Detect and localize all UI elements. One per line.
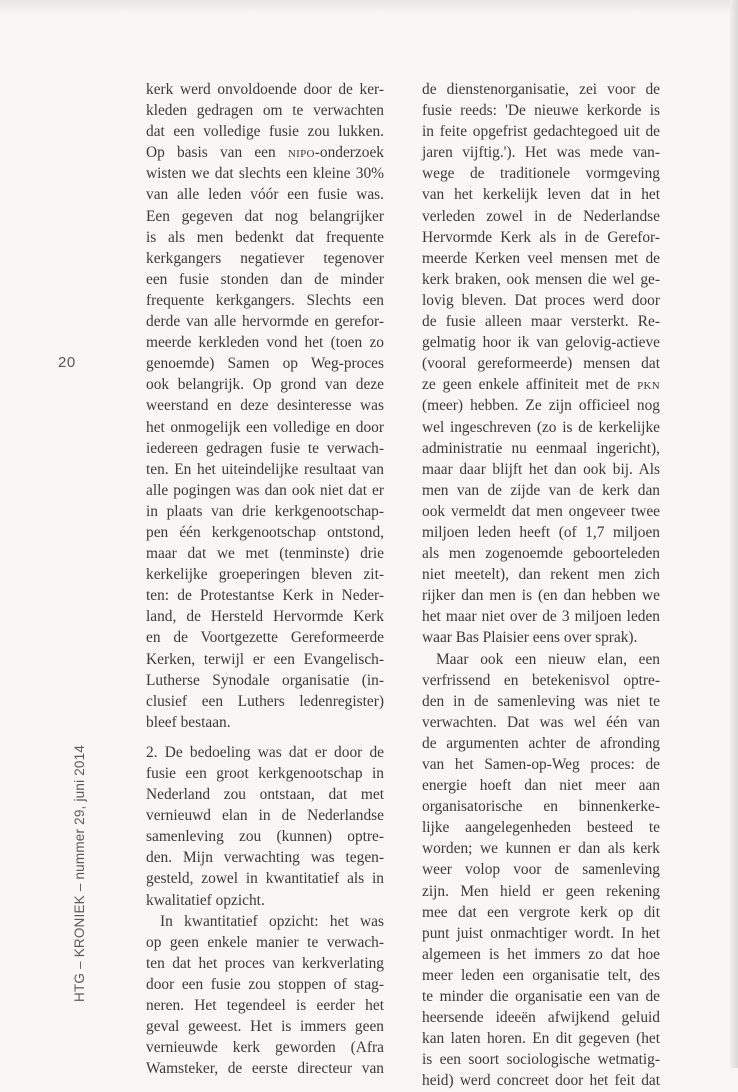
text-line: den. Mijn verwachting was tegen- [146, 849, 384, 867]
text-line: op geen enkele manier te verwach- [146, 933, 384, 951]
text-line: weerstand en deze desinteresse was [146, 397, 384, 415]
text-line: fusie een groot kerkgenootschap in [146, 765, 384, 782]
text-line: land, de Hersteld Hervormde Kerk [146, 608, 384, 626]
text-line: clusief een Luthers ledenregister) [146, 692, 384, 710]
text-line: kwalitatief opzicht. [146, 891, 265, 909]
text-line: administratie nu eenmaal ingericht), [422, 439, 660, 457]
text-line: algemeen is het immers zo dat hoe [422, 945, 660, 963]
text-line: het maar niet over de 3 miljoen leden [422, 608, 660, 626]
text-line: rijker dan men is (en dan hebben we [422, 587, 660, 605]
text-line: kerkgangers negatiever tegenover [146, 249, 384, 267]
text-line: men van de zijde van de kerk dan [422, 481, 660, 499]
text-line: dat een volledige fusie zou lukken. [146, 123, 384, 141]
text-line: den in de samenleving was niet te [422, 692, 660, 710]
text-line: (vooral gereformeerde) mensen dat [422, 355, 660, 373]
text-line: door een fusie zou stoppen of stag- [146, 975, 384, 993]
text-line: waar Bas Plaisier eens over sprak). [422, 629, 638, 647]
text-line: ook vermeldt dat men ongeveer twee [422, 502, 660, 520]
text-line: te minder die organisatie een van de [422, 988, 660, 1006]
text-line: zijn. Men hield er geen rekening [422, 882, 660, 900]
text-line: fusie reeds: 'De nieuwe kerkorde is [422, 102, 660, 120]
text-line: van alle leden vóór een fusie was. [146, 186, 384, 204]
text-line: van het Samen-op-Weg proces: de [422, 756, 660, 773]
text-line: kerkelijke groeperingen bleven zit- [146, 566, 384, 584]
text-line: de dienstenorganisatie, zei voor de [422, 81, 660, 98]
text-line: mee dat een vergrote kerk op dit [422, 903, 660, 921]
page-number: 20 [58, 354, 76, 371]
text-line: lovig bleven. Dat proces werd door [422, 291, 660, 309]
text-line: organisatorische en binnenkerke- [422, 798, 660, 816]
text-line: worden; we kunnen er dan als kerk [422, 840, 660, 858]
text-line: lijke aangelegenheden besteed te [422, 819, 660, 837]
text-line: punt juist onmachtiger wordt. In het [422, 924, 660, 942]
text-line: meerde Kerken veel mensen met de [422, 249, 660, 267]
text-line: verleden zowel in de Nederlandse [422, 207, 660, 225]
text-line: Lutherse Synodale organisatie (in- [146, 671, 384, 689]
text-line: het onmogelijk een volledige en door [146, 418, 384, 436]
text-line: pen één kerkgenootschap ontstond, [146, 523, 384, 541]
text-line: als men zogenoemde geboorteleden [422, 545, 660, 563]
text-line: in feite opgefrist gedachtegoed uit de [422, 123, 660, 141]
text-line: verfrissend en betekenisvol optre- [422, 671, 660, 689]
text-line: wege de traditionele vormgeving [422, 165, 660, 183]
right-column [422, 79, 660, 1092]
text-line: energie hoeft dan niet meer aan [422, 777, 660, 795]
text-line: kleden gedragen om te verwachten [146, 102, 384, 120]
running-head: HTG – KRONIEK – nummer 29, juni 2014 [72, 744, 87, 1002]
text-line: een fusie stonden dan de minder [146, 270, 384, 288]
text-line: miljoen leden heeft (of 1,7 miljoen [422, 523, 660, 541]
text-line: van het kerkelijk leven dat in het [422, 186, 660, 204]
text-line: wel ingeschreven (zo is de kerkelijke [422, 418, 660, 436]
text-line: Een gegeven dat nog belangrijker [146, 207, 384, 225]
text-line: 2. De bedoeling was dat er door de [146, 743, 384, 761]
page-right-edge [730, 0, 738, 1068]
text-line: weer volop voor de samenleving [422, 861, 660, 879]
text-line: Nederland zou ontstaan, dat met [146, 786, 384, 804]
text-line: en de Voortgezette Gereformeerde [146, 629, 384, 647]
acronym: nipo [287, 144, 315, 162]
text-line: Maar ook een nieuw elan, een [436, 650, 660, 668]
text-line: In kwantitatief opzicht: het was [160, 912, 384, 930]
text-line: gelmatig hoor ik van gelovig-actieve [422, 334, 660, 352]
text-line: Hervormde Kerk als in de Gerefor- [422, 228, 660, 246]
text-line: Wamsteker, de eerste directeur van [146, 1060, 384, 1078]
acronym: pkn [637, 376, 660, 394]
text-line: vernieuwde kerk geworden (Afra [146, 1039, 384, 1057]
text-line: frequente kerkgangers. Slechts een [146, 291, 384, 309]
text-line: bleef bestaan. [146, 713, 231, 731]
text-line: kerk werd onvoldoende door de ker- [146, 81, 384, 98]
text-line: in plaats van drie kerkgenootschap- [146, 502, 384, 520]
text-line: ten dat het proces van kerkverlating [146, 954, 384, 972]
text-line: ten. En het uiteindelijke resultaat van [146, 460, 384, 478]
text-line: Kerken, terwijl er een Evangelisch- [146, 650, 384, 668]
text-line: heersende ideeën afwijkend geluid [422, 1009, 660, 1027]
text-line: genoemde) Samen op Weg-proces [146, 355, 384, 373]
text-line: alle pogingen was dan ook niet dat er [146, 481, 384, 499]
text-line: derde van alle hervormde en gerefor- [146, 313, 384, 331]
text-line: jaren vijftig.'). Het was mede van- [422, 144, 660, 162]
text-line: niet meetelt), dan rekent men zich [422, 566, 660, 584]
text-line: vernieuwd elan in de Nederlandse [146, 807, 384, 825]
text-line: Op basis van een nipo-onderzoek [146, 144, 384, 162]
text-line: iedereen gedragen fusie te verwach- [146, 439, 384, 457]
text-line: verwachten. Dat was wel één van [422, 713, 660, 731]
text-line: ze geen enkele affiniteit met de pkn [422, 376, 660, 394]
text-line: geval geweest. Het is immers geen [146, 1018, 384, 1036]
text-line: is als men bedenkt dat frequente [146, 228, 384, 246]
text-line: ook belangrijk. Op grond van deze [146, 376, 384, 394]
text-line: kan laten horen. En dit gegeven (het [422, 1030, 660, 1048]
text-line: maar daar blijft het dan ook bij. Als [422, 460, 660, 478]
text-line: meerde kerkleden vond het (toen zo [146, 334, 384, 352]
left-column [146, 79, 384, 1079]
text-line: samenleving zou (kunnen) optre- [146, 828, 384, 846]
page-top-shadow [0, 0, 738, 14]
text-line: meer leden een organisatie telt, des [422, 966, 660, 984]
text-line: de fusie alleen maar versterkt. Re- [422, 313, 660, 331]
text-line: (meer) hebben. Ze zijn officieel nog [422, 397, 660, 415]
text-line: is een soort sociologische wetmatig- [422, 1051, 660, 1069]
text-line: heid) werd concreet door het feit dat [422, 1072, 660, 1090]
text-line: wisten we dat slechts een kleine 30% [146, 165, 384, 183]
text-line: kerk braken, ook mensen die wel ge- [422, 270, 660, 288]
text-line: de argumenten achter de afronding [422, 734, 660, 752]
paragraph-gap [146, 733, 384, 742]
text-line: neren. Het tegendeel is eerder het [146, 997, 384, 1015]
text-line: ten: de Protestantse Kerk in Neder- [146, 587, 384, 605]
text-line: gesteld, zowel in kwantitatief als in [146, 870, 384, 888]
text-line: maar dat we met (tenminste) drie [146, 545, 384, 563]
